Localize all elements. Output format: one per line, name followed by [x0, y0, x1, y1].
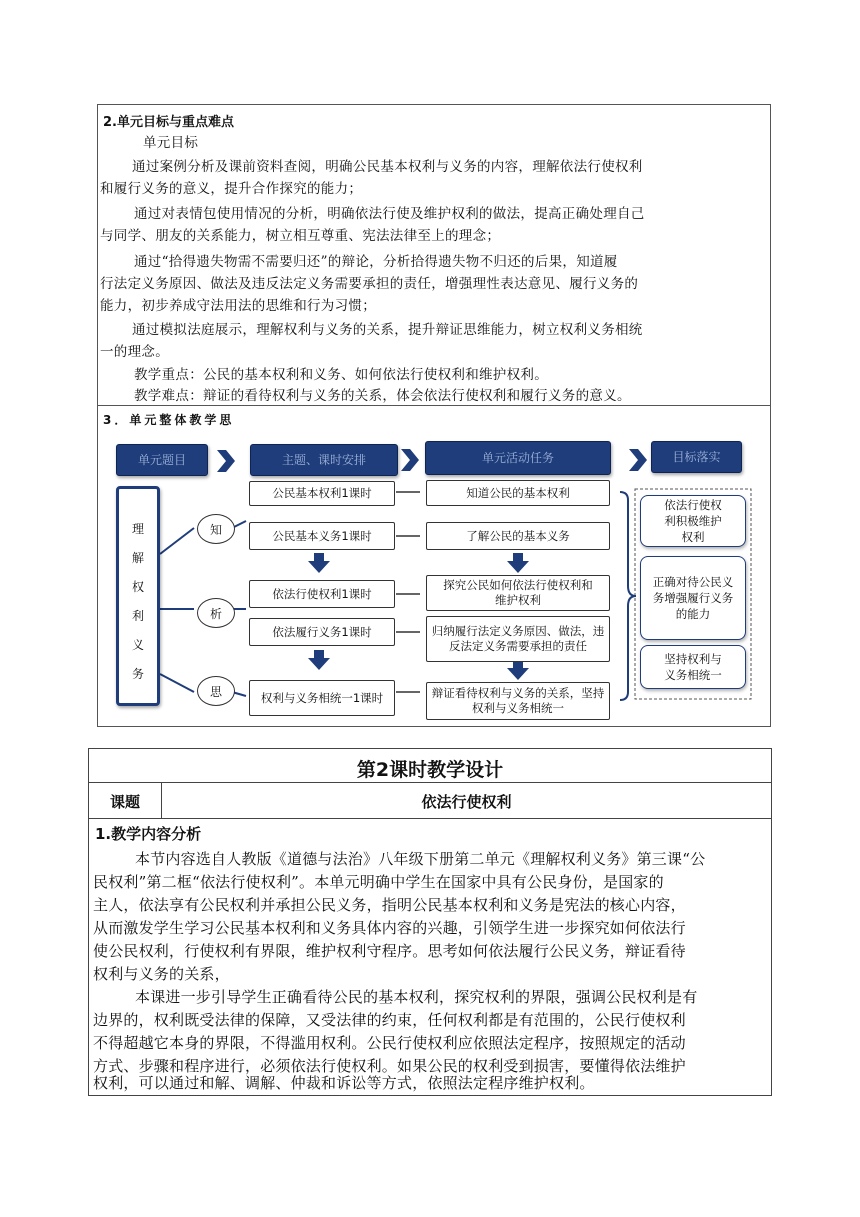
- circle-know: 知: [197, 514, 235, 544]
- goal-line: 通过“拾得遗失物需不需要归还”的辩论，分析拾得遗失物不归还的后果，知道履: [134, 254, 618, 270]
- lesson-box: 权利与义务相统一1课时: [249, 680, 395, 716]
- unit-title-char: 务: [131, 667, 144, 681]
- goal-line: 一的理念。: [100, 344, 169, 360]
- task-box: 辩证看待权利与义务的关系，坚持权利与义务相统一: [426, 682, 610, 720]
- header-unit-title: 单元题目: [116, 444, 208, 476]
- lesson-box: 公民基本权利1课时: [249, 481, 395, 506]
- task-box: 归纳履行法定义务原因、做法，违反法定义务需要承担的责任: [426, 616, 610, 662]
- unit-title-char: 权: [131, 580, 144, 594]
- header-activity-tasks: 单元活动任务: [425, 441, 611, 475]
- topic-value: 依法行使权利: [421, 793, 512, 811]
- task-box: 探究公民如何依法行使权利和维护权利: [426, 575, 610, 611]
- goal-box: 依法行使权利积极维护权利: [640, 495, 746, 547]
- lesson-box: 公民基本义务1课时: [249, 522, 395, 550]
- analysis-line: 权利，可以通过和解、调解、仲裁和诉讼等方式，依照法定程序维护权利。: [93, 1074, 595, 1092]
- lesson-box: 依法履行义务1课时: [249, 618, 395, 646]
- goal-line: 通过对表情包使用情况的分析，明确依法行使及维护权利的做法，提高正确处理自己: [134, 206, 645, 222]
- task-box: 知道公民的基本权利: [426, 480, 610, 506]
- divider: [89, 782, 771, 783]
- analysis-line: 边界的，权利既受法律的保障，又受法律的约束，任何权利都是有范围的，公民行使权利: [93, 1011, 686, 1029]
- arrow-stem: [513, 553, 523, 561]
- goal-line: 通过案例分析及课前资料查阅，明确公民基本权利与义务的内容，理解依法行使权利: [132, 159, 643, 175]
- header-goals: 目标落实: [651, 441, 742, 473]
- goal-line: 能力，初步养成守法用法的思维和行为习惯；: [100, 298, 376, 314]
- goal-line: 与同学、朋友的关系能力，树立相互尊重、宪法法律至上的理念；: [100, 228, 501, 244]
- arrow-stem: [314, 650, 324, 658]
- arrow-down-icon: [308, 658, 330, 670]
- header-lesson-plan: 主题、课时安排: [250, 444, 398, 476]
- unit-title-char: 利: [131, 609, 144, 623]
- goal-line: 通过模拟法庭展示，理解权利与义务的关系，提升辩证思维能力，树立权利义务相统: [132, 322, 643, 338]
- goal-line: 行法定义务原因、做法及违反法定义务需要承担的责任，增强理性表达意见、履行义务的: [100, 276, 639, 292]
- unit-title-box: [116, 486, 160, 706]
- teaching-difficulty: 教学难点：辩证的看待权利与义务的关系，体会依法行使权利和履行义务的意义。: [134, 388, 631, 404]
- analysis-line: 本节内容选自人教版《道德与法治》八年级下册第二单元《理解权利义务》第三课“公: [135, 850, 706, 868]
- unit-title-char: 解: [131, 551, 144, 565]
- task-box: 了解公民的基本义务: [426, 522, 610, 550]
- goal-box: 正确对待公民义务增强履行义务的能力: [640, 556, 746, 640]
- analysis-line: 不得超越它本身的界限，不得滥用权利。公民行使权利应依照法定程序，按照规定的活动: [93, 1034, 686, 1052]
- lesson-design-table: [88, 748, 772, 1096]
- arrow-stem: [314, 553, 324, 561]
- analysis-line: 民权利”第二框“依法行使权利”。本单元明确中学生在国家中具有公民身份，是国家的: [93, 873, 664, 891]
- analysis-line: 本课进一步引导学生正确看待公民的基本权利，探究权利的界限，强调公民权利是有: [135, 988, 698, 1006]
- unit-diagram: [108, 436, 753, 724]
- goal-line: 和履行义务的意义，提升合作探究的能力；: [100, 181, 363, 197]
- unit-title-chars: [119, 515, 157, 689]
- goal-box: 坚持权利与义务相统一: [640, 645, 746, 689]
- circle-think: 思: [197, 676, 235, 706]
- section-3-title: 3．单元整体教学思: [103, 413, 235, 427]
- analysis-line: 从而激发学生学习公民基本权利和义务具体内容的兴趣，引领学生进一步探究如何依法行: [93, 919, 686, 937]
- arrow-down-icon: [507, 668, 529, 680]
- lesson-title: 第2课时教学设计: [356, 759, 504, 781]
- content-analysis-title: 1.教学内容分析: [95, 825, 202, 843]
- section-2-title: 2.单元目标与重点难点: [103, 115, 234, 130]
- divider: [89, 818, 771, 819]
- analysis-line: 主人，依法享有公民权利并承担公民义务，指明公民基本权利和义务是宪法的核心内容，: [93, 896, 686, 914]
- analysis-line: 使公民权利，行使权利有界限，维护权利守程序。思考如何依法履行公民义务，辩证看待: [93, 942, 686, 960]
- lesson-box: 依法行使权利1课时: [249, 580, 395, 608]
- unit-goals-subtitle: 单元目标: [143, 135, 199, 151]
- unit-title-char: 义: [131, 638, 144, 652]
- analysis-line: 权利与义务的关系，: [93, 965, 230, 983]
- analysis-line: 方式、步骤和程序进行，必须依法行使权利。如果公民的权利受到损害，要懂得依法维护: [93, 1057, 686, 1075]
- topic-label: 课题: [109, 793, 140, 811]
- unit-goals-box: [97, 104, 771, 406]
- arrow-down-icon: [507, 561, 529, 573]
- unit-title-char: 理: [131, 522, 144, 536]
- arrow-down-icon: [308, 561, 330, 573]
- circle-analyze: 析: [197, 598, 235, 628]
- teaching-focus: 教学重点：公民的基本权利和义务、如何依法行使权利和维护权利。: [134, 367, 548, 383]
